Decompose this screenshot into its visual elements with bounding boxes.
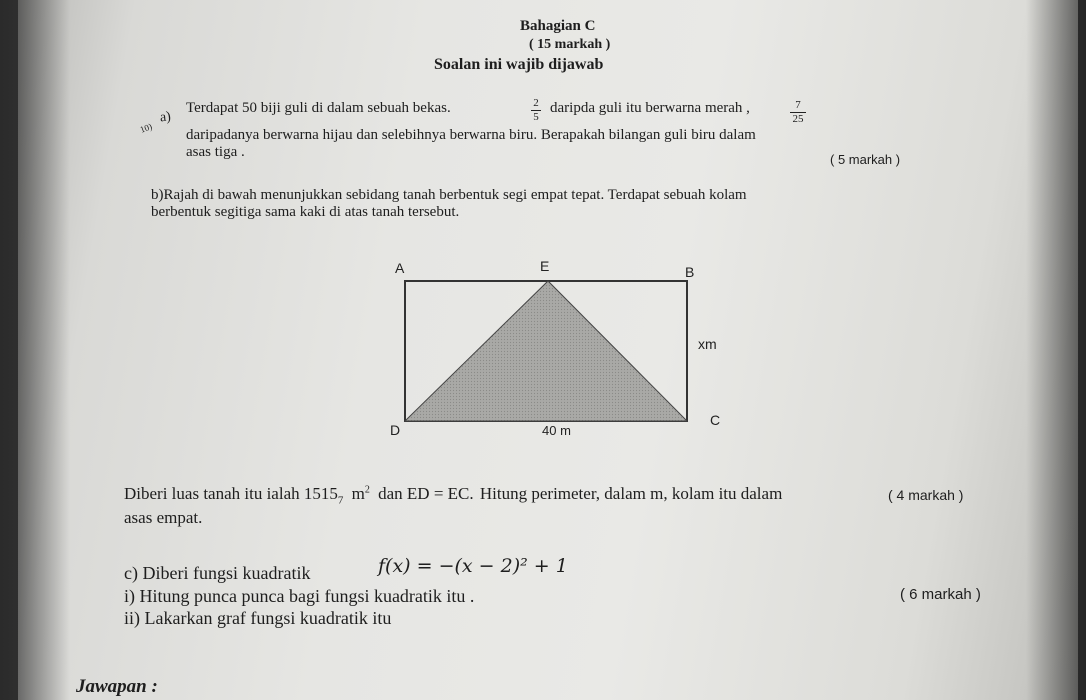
- area-unit: m: [351, 484, 365, 503]
- answer-label: Jawapan :: [76, 676, 158, 697]
- section-instruction: Soalan ini wajib dijawab: [434, 56, 604, 73]
- fraction-numerator: 2: [533, 97, 539, 109]
- part-c-item-ii: ii) Lakarkan graf fungsi kuadratik itu: [124, 608, 392, 628]
- rectangle-land-diagram: [380, 245, 750, 445]
- fraction-denominator: 25: [792, 113, 804, 125]
- given-question: Hitung perimeter, dalam m, kolam itu dalam: [479, 484, 783, 503]
- given-line2: asas empat.: [124, 508, 203, 527]
- left-shadow: [0, 0, 70, 700]
- section-marks: ( 15 markah ): [529, 37, 611, 52]
- fraction-denominator: 5: [533, 111, 539, 123]
- question-number: 10): [138, 121, 154, 135]
- part-a-line2: daripadanya berwarna hijau dan selebihnya berwarna biru. Berapakah bilangan guli biru dalam: [186, 127, 756, 143]
- part-b-marks: ( 4 markah ): [888, 487, 964, 503]
- part-a-label: a): [159, 109, 172, 126]
- part-c-item-i: i) Hitung punca punca bagi fungsi kuadratik itu .: [124, 586, 475, 606]
- section-title: Bahagian C: [520, 18, 596, 34]
- right-shadow: [1026, 0, 1086, 700]
- fraction-two-fifths: [531, 98, 541, 123]
- vertex-label-c: C: [710, 412, 721, 428]
- vertex-label-d: D: [390, 422, 401, 438]
- given-area-text: Diberi luas tanah itu ialah 1515: [124, 484, 338, 503]
- part-a-line1: Terdapat 50 biji guli di dalam sebuah bekas.: [186, 100, 451, 116]
- part-a-line1-mid: daripda guli itu berwarna merah ,: [550, 100, 750, 116]
- part-c-marks: ( 6 markah ): [900, 586, 981, 603]
- vertex-label-a: A: [395, 260, 405, 276]
- vertex-label-b: B: [685, 264, 695, 280]
- part-c-label: c) Diberi fungsi kuadratik: [124, 563, 311, 583]
- part-b-line2: berbentuk segitiga sama kaki di atas tanah tersebut.: [151, 204, 460, 220]
- given-equal-sides: dan ED = EC.: [378, 484, 474, 503]
- part-b-line1: b)Rajah di bawah menunjukkan sebidang tanah berbentuk segi empat tepat. Terdapat sebuah kolam: [151, 187, 747, 203]
- base-length-label: 40 m: [542, 423, 571, 438]
- vertex-label-e: E: [540, 258, 550, 274]
- pond-triangle: [405, 281, 687, 421]
- quadratic-function: f(x) = −(x − 2)² + 1: [378, 555, 568, 577]
- given-statement: [124, 484, 782, 506]
- side-length-label: xm: [698, 336, 717, 352]
- part-a-line3: asas tiga .: [186, 144, 245, 160]
- fraction-seven-twentyfifths: [790, 100, 806, 125]
- area-base-subscript: 7: [337, 494, 344, 507]
- fraction-numerator: 7: [795, 99, 801, 111]
- area-unit-exponent: 2: [364, 484, 370, 496]
- part-a-marks: ( 5 markah ): [830, 152, 901, 167]
